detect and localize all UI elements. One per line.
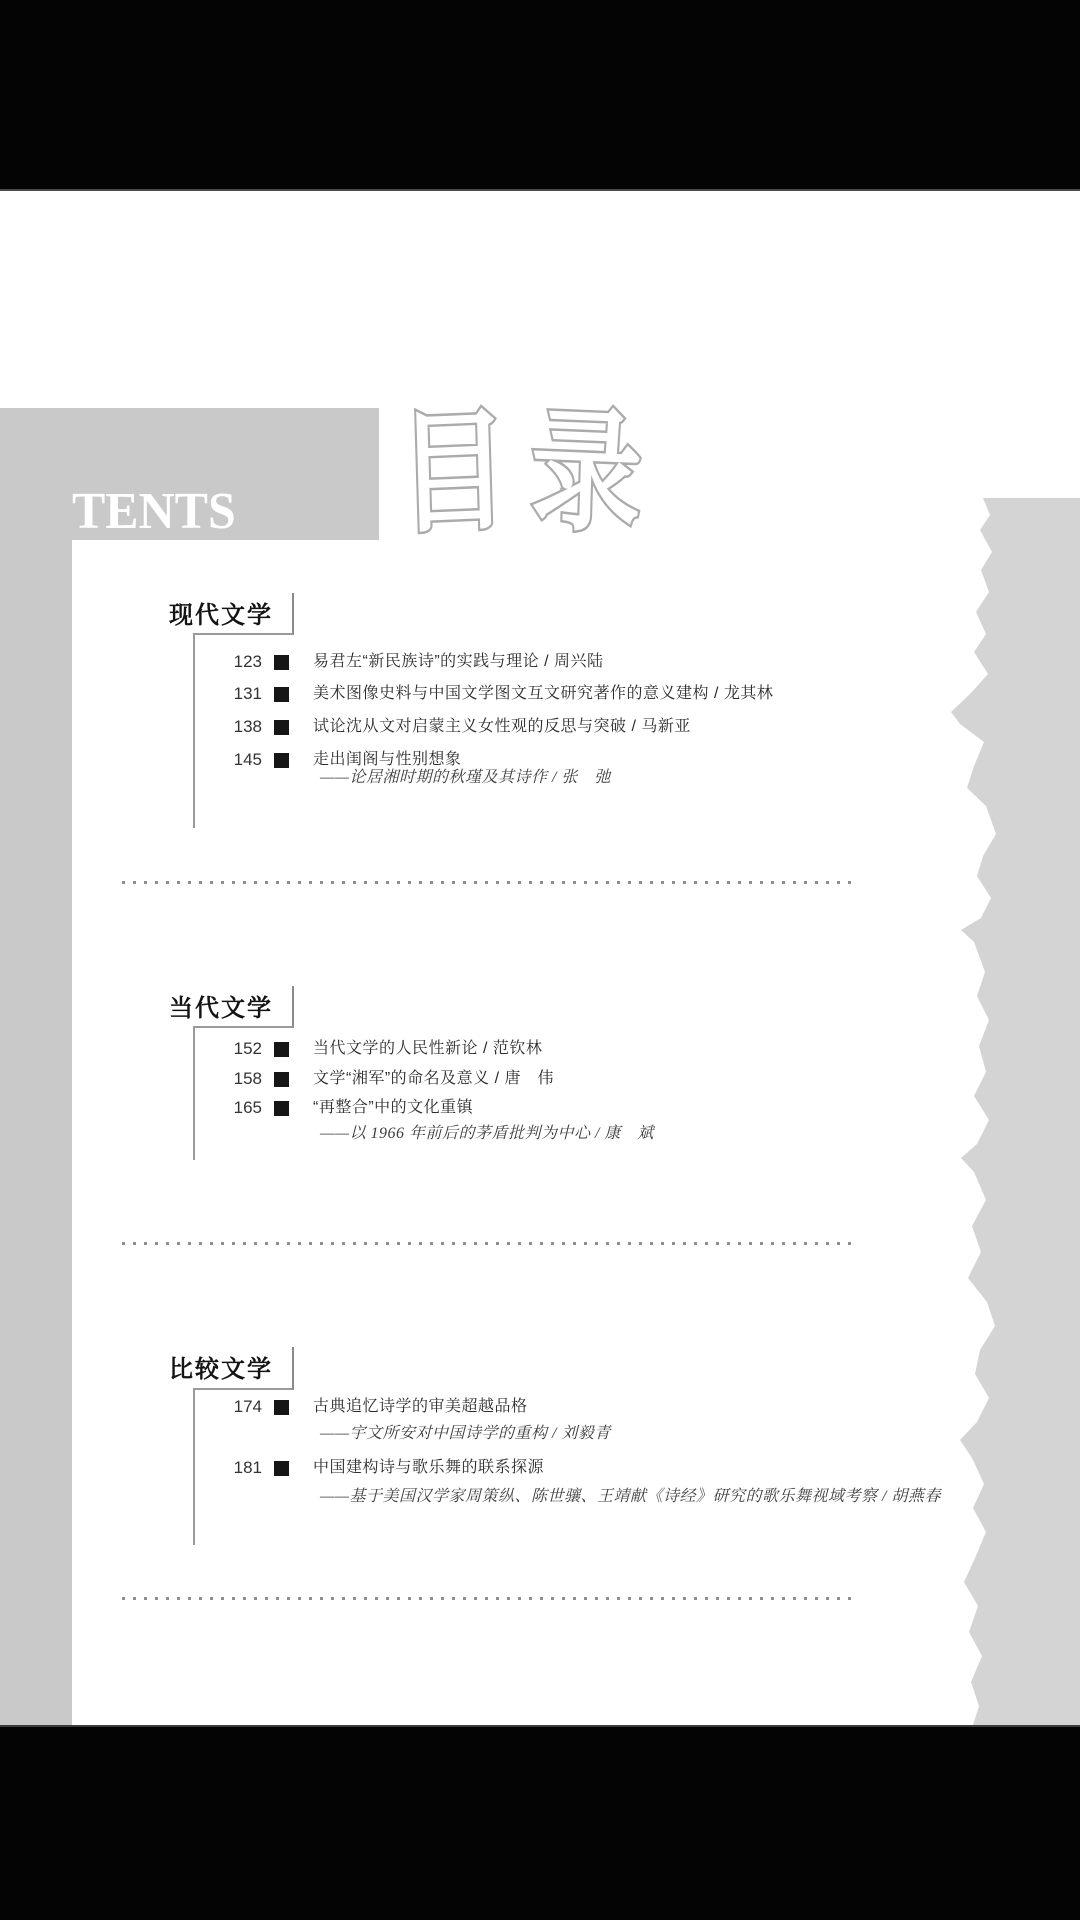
toc-item (0, 716, 940, 738)
toc-item (0, 1068, 940, 1090)
bottom-letterbox-bar (0, 1725, 1080, 1920)
top-letterbox-bar (0, 0, 1080, 191)
bullet-square-icon (274, 687, 289, 702)
page-number: 181 (233, 1458, 262, 1477)
page-number: 158 (233, 1069, 262, 1088)
left-gray-margin (0, 408, 72, 1725)
toc-item (0, 651, 940, 673)
page-number: 174 (233, 1397, 262, 1416)
bullet-square-icon (274, 655, 289, 670)
page-number: 145 (233, 750, 262, 769)
title-char-mu: 目 (395, 396, 511, 549)
page-number: 123 (233, 652, 262, 671)
title-char-lu: 录 (528, 396, 644, 549)
bullet-square-icon (274, 1042, 289, 1057)
item-title: 当代文学的人民性新论 / 范钦林 (313, 1040, 543, 1057)
bullet-square-icon (274, 1101, 289, 1116)
dotted-separator (122, 1597, 853, 1600)
section-title: 比较文学 (169, 1356, 273, 1383)
bracket-elbow (193, 1026, 293, 1028)
page-title (395, 396, 644, 550)
bracket-tick (292, 593, 294, 635)
toc-item (0, 1097, 940, 1119)
bracket-elbow (193, 633, 293, 635)
page-number: 152 (233, 1039, 262, 1058)
bullet-square-icon (274, 1461, 289, 1476)
page-number: 165 (233, 1098, 262, 1117)
section-title: 现代文学 (169, 602, 273, 629)
item-title: 中国建构诗与歌乐舞的联系探源 (313, 1459, 545, 1476)
toc-item (0, 683, 940, 705)
bullet-square-icon (274, 720, 289, 735)
item-title: 古典追忆诗学的审美超越品格 (313, 1398, 528, 1415)
toc-item (0, 1457, 940, 1479)
item-title: 试论沈从文对启蒙主义女性观的反思与突破 / 马新亚 (313, 718, 691, 735)
item-title: 易君左“新民族诗”的实践与理论 / 周兴陆 (313, 653, 604, 670)
toc-item-subtitle: ——基于美国汉学家周策纵、陈世骧、王靖献《诗经》研究的歌乐舞视域考察 / 胡燕春 (320, 1488, 941, 1505)
toc-item-subtitle: ——以 1966 年前后的茅盾批判为中心 / 康 斌 (320, 1125, 654, 1142)
bullet-square-icon (274, 1072, 289, 1087)
item-title: 走出闺阁与性别想象 (313, 751, 462, 768)
bracket-elbow (193, 1388, 293, 1390)
page-number: 131 (233, 684, 262, 703)
bullet-square-icon (274, 1400, 289, 1415)
section-title: 当代文学 (169, 995, 273, 1022)
page-number: 138 (233, 717, 262, 736)
toc-item-subtitle: ——宇文所安对中国诗学的重构 / 刘毅青 (320, 1425, 611, 1442)
item-title: 美术图像史料与中国文学图文互文研究著作的意义建构 / 龙其林 (313, 685, 774, 702)
toc-item (0, 1038, 940, 1060)
bullet-square-icon (274, 753, 289, 768)
contents-masthead-label: TENTS (72, 483, 236, 540)
bracket-tick (292, 986, 294, 1028)
item-title: 文学“湘军”的命名及意义 / 唐 伟 (313, 1070, 554, 1087)
dotted-separator (122, 1242, 853, 1245)
item-title: “再整合”中的文化重镇 (313, 1099, 474, 1116)
toc-item-subtitle: ——论居湘时期的秋瑾及其诗作 / 张 弛 (320, 769, 611, 786)
bracket-tick (292, 1347, 294, 1390)
dotted-separator (122, 881, 853, 884)
toc-item (0, 1396, 940, 1418)
